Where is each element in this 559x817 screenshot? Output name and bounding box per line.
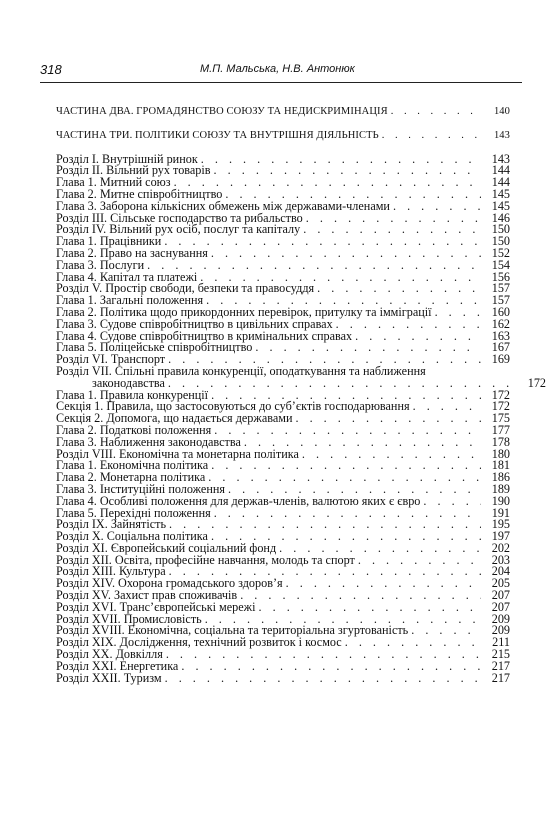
toc-leader-dots bbox=[255, 342, 481, 354]
toc-page-number: 178 bbox=[491, 434, 510, 449]
toc-entry-title: Секція 2. Допомога, що надається державами bbox=[56, 411, 293, 426]
toc-part-entry bbox=[56, 106, 510, 118]
toc-entry-title: Глава 1. Загальні положення bbox=[56, 293, 204, 308]
toc-leader-dots bbox=[181, 661, 481, 673]
toc-entry-title: Глава 4. Судове співробітництво в кримінальних справах bbox=[56, 328, 353, 343]
toc-leader-dots bbox=[302, 449, 481, 461]
toc-page-number: 152 bbox=[491, 245, 510, 260]
toc-page-number: 215 bbox=[491, 647, 510, 662]
toc-leader-dots bbox=[240, 590, 481, 602]
toc-page-number: 146 bbox=[491, 210, 510, 225]
toc-page-number: 162 bbox=[491, 316, 510, 331]
toc-entry-title: Розділ XV. Захист прав споживачів bbox=[56, 588, 238, 603]
toc-entry-title: Розділ XVI. Транс’європейські мережі bbox=[56, 599, 256, 614]
toc-entry-title: Глава 4. Капітал та платежі bbox=[56, 269, 198, 284]
toc-page-number: 180 bbox=[491, 446, 510, 461]
toc-leader-dots bbox=[358, 555, 481, 567]
toc-page-number: 169 bbox=[491, 352, 510, 367]
toc-page-number: 186 bbox=[491, 470, 510, 485]
toc-entry bbox=[56, 670, 510, 685]
toc-page-number: 181 bbox=[491, 458, 510, 473]
toc-entry-title: Розділ XVIII. Економічна, соціальна та територіальна згуртованість bbox=[56, 623, 409, 638]
toc-entry-title: ЧАСТИНА ДВА. ГРОМАДЯНСТВО СОЮЗУ ТА НЕДИСКРИМІНАЦІЯ bbox=[56, 106, 388, 117]
toc-page-number: 163 bbox=[491, 328, 510, 343]
toc-page-number: 150 bbox=[491, 234, 510, 249]
toc-leader-dots bbox=[201, 154, 481, 166]
toc-entry-title: Розділ XIX. Дослідження, технічний розвиток і космос bbox=[56, 635, 342, 650]
page-header bbox=[40, 62, 520, 84]
toc-entry-title: Розділ V. Простір свободи, безпеки та правосуддя bbox=[56, 281, 315, 296]
toc-entry-title: Розділ VI. Транспорт bbox=[56, 352, 166, 367]
toc-page-number: 172 bbox=[491, 387, 510, 402]
toc-leader-dots bbox=[214, 508, 481, 520]
toc-entry-title: Глава 3. Інституційні положення bbox=[56, 481, 225, 496]
toc-leader-dots bbox=[211, 248, 481, 260]
toc-leader-dots bbox=[411, 625, 481, 637]
toc-entry-title-continuation: законодавства bbox=[92, 375, 165, 390]
toc-page-number: 156 bbox=[491, 269, 510, 284]
toc-entry-title: Розділ XIII. Культура bbox=[56, 564, 166, 579]
toc-entry-title: Глава 2. Податкові положення bbox=[56, 422, 212, 437]
toc-page-number: 150 bbox=[491, 222, 510, 237]
toc-entry-title: Глава 3. Заборона кількісних обмежень між державами-членами bbox=[56, 198, 390, 213]
toc-leader-dots bbox=[168, 378, 517, 390]
toc-entry-title: Розділ ІІІ. Сільське господарство та рибальство bbox=[56, 210, 303, 225]
toc-entry-title: Глава 1. Працівники bbox=[56, 234, 162, 249]
toc-entry-title: Глава 5. Поліцейське співробітництво bbox=[56, 340, 253, 355]
toc-page-number: 144 bbox=[491, 175, 510, 190]
toc-page-number: 143 bbox=[493, 129, 510, 141]
toc-page-number: 217 bbox=[491, 670, 510, 685]
toc-leader-dots bbox=[208, 472, 481, 484]
toc-entry-title: Розділ XIV. Охорона громадського здоров’я bbox=[56, 576, 283, 591]
toc-entry-title: Розділ VII. Спільні правила конкуренції, оподаткування та наближення bbox=[56, 363, 426, 378]
toc-leader-dots bbox=[382, 130, 481, 142]
toc-leader-dots bbox=[317, 283, 481, 295]
toc-page-number: 217 bbox=[491, 658, 510, 673]
toc-page-number: 207 bbox=[491, 588, 510, 603]
toc-entry-title: Глава 1. Правила конкуренції bbox=[56, 387, 209, 402]
toc-leader-dots bbox=[435, 307, 481, 319]
toc-leader-dots bbox=[355, 331, 481, 343]
toc-page-number: 167 bbox=[491, 340, 510, 355]
toc-page-number: 207 bbox=[491, 599, 510, 614]
toc-page-number: 204 bbox=[491, 564, 510, 579]
toc-leader-dots bbox=[295, 413, 481, 425]
toc-leader-dots bbox=[336, 319, 481, 331]
toc-leader-dots bbox=[306, 213, 481, 225]
toc-entry-title: Глава 3. Наближення законодавства bbox=[56, 434, 241, 449]
toc-page-number: 209 bbox=[491, 611, 510, 626]
toc-page-number: 145 bbox=[491, 198, 510, 213]
toc-leader-dots bbox=[214, 165, 481, 177]
toc-entry-title: Розділ ІІ. Вільний рух товарів bbox=[56, 163, 211, 178]
toc-page-number: 143 bbox=[491, 151, 510, 166]
toc-page-number: 175 bbox=[491, 411, 510, 426]
toc-entry-title: Розділ Х. Соціальна політика bbox=[56, 529, 208, 544]
toc-page-number: 172 bbox=[527, 375, 546, 390]
toc-entry-title: Глава 5. Перехідні положення bbox=[56, 505, 211, 520]
toc-entry-title: Розділ XVII. Промисловість bbox=[56, 611, 202, 626]
toc-page-number: 191 bbox=[491, 505, 510, 520]
table-of-contents bbox=[56, 106, 546, 685]
toc-leader-dots bbox=[413, 401, 481, 413]
toc-entry-title: Розділ І. Внутрішній ринок bbox=[56, 151, 198, 166]
toc-page-number: 157 bbox=[491, 281, 510, 296]
toc-entry-title: Глава 2. Політика щодо прикордонних перевірок, притулку та імміграції bbox=[56, 304, 432, 319]
toc-page-number: 154 bbox=[491, 257, 510, 272]
toc-page-number: 202 bbox=[491, 540, 510, 555]
toc-leader-dots bbox=[286, 578, 481, 590]
toc-entry-title: Розділ XII. Освіта, професійне навчання, молодь та спорт bbox=[56, 552, 355, 567]
running-head: М.П. Мальська, Н.В. Антонюк bbox=[200, 63, 355, 75]
toc-entry-title: Глава 3. Судове співробітництво в цивільних справах bbox=[56, 316, 333, 331]
page-number: 318 bbox=[40, 62, 62, 77]
toc-entry-title: Глава 1. Митний союз bbox=[56, 175, 171, 190]
toc-page-number: 160 bbox=[491, 304, 510, 319]
toc-page-number: 209 bbox=[491, 623, 510, 638]
toc-leader-dots bbox=[165, 673, 481, 685]
toc-page-number: 144 bbox=[491, 163, 510, 178]
toc-leader-dots bbox=[147, 260, 481, 272]
toc-entry-title: Розділ XX. Довкілля bbox=[56, 647, 163, 662]
toc-entry-title: Глава 3. Послуги bbox=[56, 257, 145, 272]
toc-entry-title: Глава 1. Економічна політика bbox=[56, 458, 209, 473]
toc-page-number: 211 bbox=[492, 635, 510, 650]
toc-entry-title: Розділ VIII. Економічна та монетарна політика bbox=[56, 446, 299, 461]
toc-leader-dots bbox=[169, 519, 481, 531]
toc-entry-title: Глава 2. Право на заснування bbox=[56, 245, 208, 260]
toc-leader-dots bbox=[345, 637, 481, 649]
toc-leader-dots bbox=[259, 602, 482, 614]
header-rule bbox=[40, 82, 522, 83]
toc-entry-title: Глава 2. Митне співробітництво bbox=[56, 186, 223, 201]
toc-entry-title: Розділ IV. Вільний рух осіб, послуг та капіталу bbox=[56, 222, 301, 237]
toc-leader-dots bbox=[214, 425, 481, 437]
toc-entry-title: Розділ XI. Європейський соціальний фонд bbox=[56, 540, 277, 555]
toc-page-number: 157 bbox=[491, 293, 510, 308]
toc-entry-title: ЧАСТИНА ТРИ. ПОЛІТИКИ СОЮЗУ ТА ВНУТРІШНЯ ДІЯЛЬНІСТЬ bbox=[56, 129, 379, 141]
toc-entry-title: Розділ IX. Зайнятість bbox=[56, 517, 167, 532]
toc-page-number: 145 bbox=[491, 186, 510, 201]
toc-entry-title: Глава 2. Монетарна політика bbox=[56, 470, 206, 485]
toc-entry-title: Глава 4. Особливі положення для держав-членів, валютою яких є євро bbox=[56, 493, 421, 508]
toc-entry-title: Секція 1. Правила, що застосовуються до суб’єктів господарювання bbox=[56, 399, 410, 414]
toc-page-number: 177 bbox=[491, 422, 510, 437]
toc-entry-title: Розділ XXI. Енергетика bbox=[56, 658, 179, 673]
toc-leader-dots bbox=[166, 649, 481, 661]
toc-page-number: 190 bbox=[491, 493, 510, 508]
toc-page-number: 172 bbox=[491, 399, 510, 414]
toc-leader-dots bbox=[164, 236, 481, 248]
toc-page-number: 140 bbox=[493, 106, 510, 117]
toc-entry-title: Розділ XXII. Туризм bbox=[56, 670, 162, 685]
toc-page-number: 197 bbox=[491, 529, 510, 544]
toc-part-entry bbox=[56, 130, 510, 142]
toc-leader-dots bbox=[423, 496, 481, 508]
toc-page-number: 189 bbox=[491, 481, 510, 496]
toc-leader-dots bbox=[211, 460, 481, 472]
toc-leader-dots bbox=[303, 224, 481, 236]
toc-page-number: 203 bbox=[491, 552, 510, 567]
toc-leader-dots bbox=[391, 106, 481, 118]
toc-page-number: 205 bbox=[491, 576, 510, 591]
toc-page-number: 195 bbox=[491, 517, 510, 532]
toc-leader-dots bbox=[393, 201, 481, 213]
